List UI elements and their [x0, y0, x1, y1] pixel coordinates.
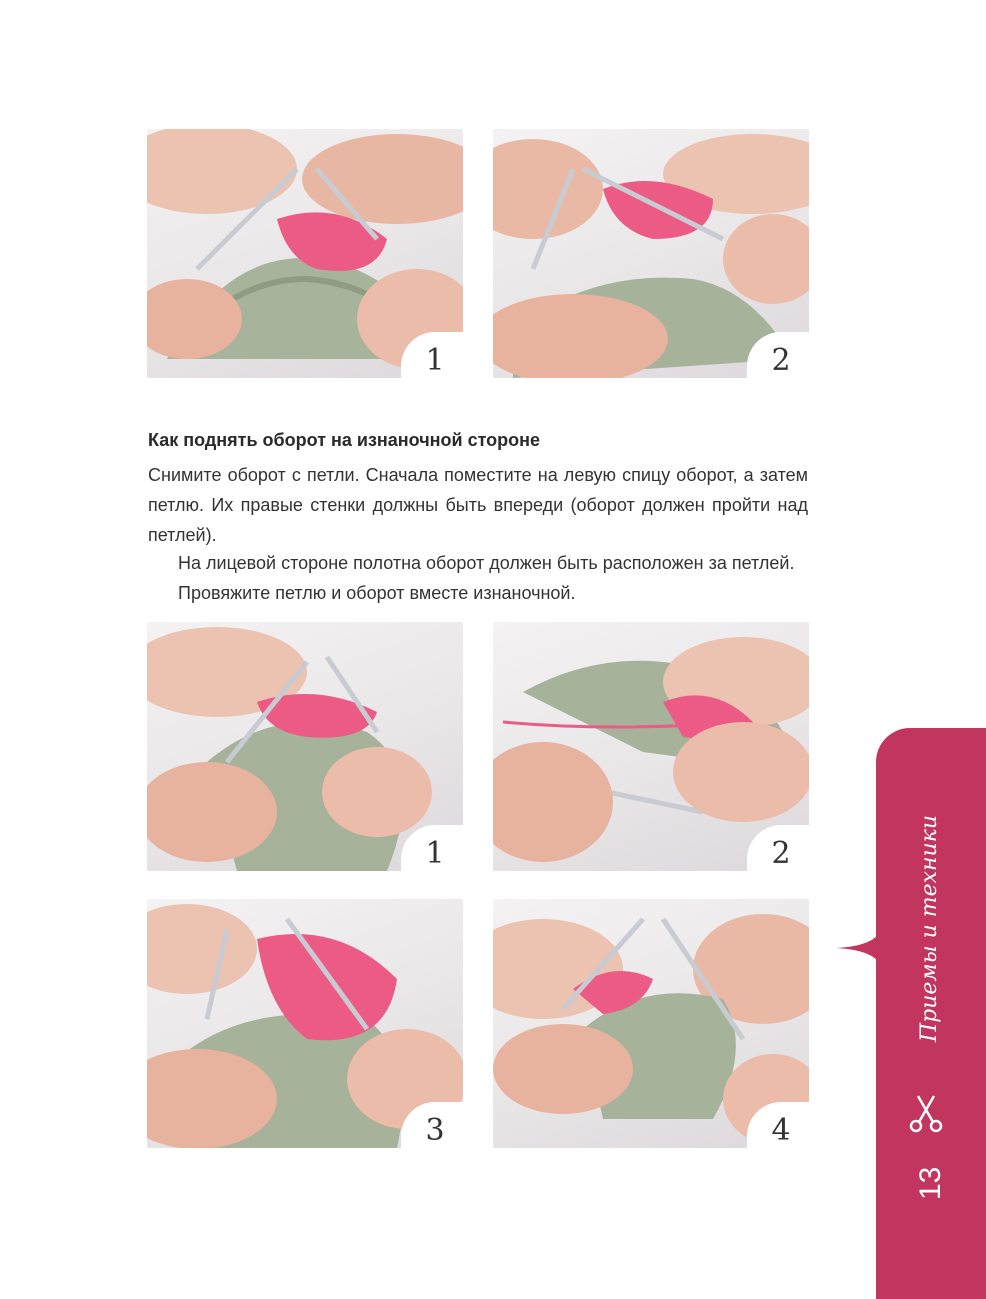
step-number: 2: [771, 343, 791, 378]
photo-bottom-4: [493, 899, 809, 1148]
photo-bottom-2: [493, 622, 809, 871]
chapter-title: Приемы и техники: [917, 814, 942, 1042]
sidebar-notch: [836, 928, 882, 968]
page-number: 13: [914, 1166, 947, 1200]
page-number-wrapper: [904, 1148, 948, 1208]
photo-bottom-3: [147, 899, 463, 1148]
scissors-icon: [908, 1092, 944, 1134]
photo-bottom-1: [147, 622, 463, 871]
section-heading: Как поднять оборот на изнаночной стороне: [148, 430, 541, 450]
chapter-title-wrapper: [906, 814, 946, 1042]
instruction-paragraph-3: Провяжите петлю и оборот вместе изнаночной.: [178, 583, 576, 603]
instruction-paragraph-1: Снимите оборот с петли. Сначала поместите на левую спицу оборот, а затем петлю. Их правые стенки должны быть впереди (оборот должен пройти над петлей).: [148, 465, 808, 545]
step-number: 4: [771, 1113, 791, 1148]
step-number: 1: [425, 836, 445, 871]
step-number: 2: [771, 836, 791, 871]
photo-top-2: [493, 129, 809, 378]
step-number: 3: [425, 1113, 445, 1148]
step-number: 1: [425, 343, 445, 378]
photo-top-1: [147, 129, 463, 378]
instruction-paragraph-2: На лицевой стороне полотна оборот должен быть расположен за петлей.: [178, 553, 795, 573]
sidebar-label-group: [896, 814, 956, 1272]
